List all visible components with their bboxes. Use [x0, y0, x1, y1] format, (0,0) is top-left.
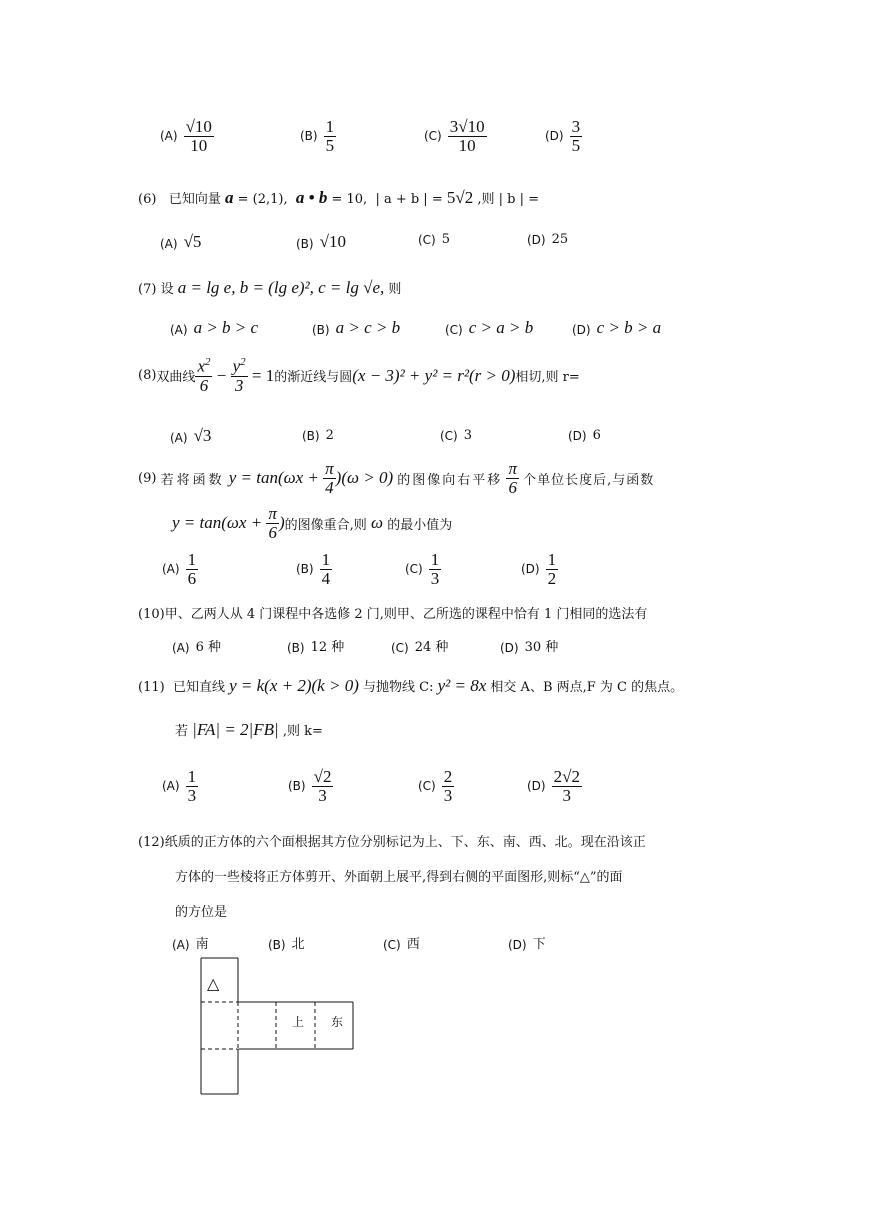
q11-option-c[interactable]: (C) $\frac{2}{3}$	[418, 767, 453, 805]
q9-option-d[interactable]: (D) $\frac{1}{2}$	[521, 550, 557, 588]
cube-net-figure	[195, 953, 360, 1099]
question-number: (8)	[138, 368, 157, 384]
q8-option-c[interactable]: (C) 3	[440, 428, 473, 443]
question-number: (6)	[138, 192, 157, 207]
question-11-stem-line2: 若 |FA| = 2|FB| ,则 k=	[175, 720, 323, 739]
q8-option-d[interactable]: (D) 6	[568, 428, 601, 443]
q11-option-b[interactable]: (B) $\frac{√2}{3}$	[288, 767, 332, 805]
pi-over-6: $\frac{\pi}{6}$	[508, 459, 517, 497]
hyperbola-y-term: $\frac{y^2}{3}$	[232, 356, 246, 395]
q5-option-a[interactable]	[160, 118, 214, 155]
q12-option-c[interactable]: (C) 西	[383, 937, 420, 952]
q7-option-c[interactable]: (C) c > a > b	[445, 318, 534, 337]
question-number: (12)	[138, 835, 165, 850]
top-face-label: 上	[292, 1015, 305, 1029]
fraction: $\frac{3√10}{10}$	[449, 117, 485, 155]
question-7-stem: (7) 设 a = lg e, b = (lg e)², c = lg √e, 则	[138, 278, 402, 297]
hyperbola-x-term: $\frac{x^2}{6}$	[197, 356, 211, 395]
fraction: $\frac{3}{5}$	[571, 117, 581, 155]
question-9-stem-line1: (9) 若将函数 y = tan(ωx + $\frac{\pi}{4}$ )(ω > 0) 的图像向右平移 $\frac{\pi}{6}$ 个单位长度后,与函数	[138, 459, 655, 497]
question-9-stem-line2: y = tan(ωx + $\frac{\pi}{6}$ ) 的图像重合,则 ω 的最小值为	[172, 504, 453, 542]
option-label: (A)	[160, 129, 178, 144]
q10-option-a[interactable]: (A) 6 种	[172, 640, 221, 655]
q5-option-d[interactable]	[545, 118, 582, 155]
q6-option-c[interactable]: (C) 5	[418, 232, 451, 247]
q9-option-a[interactable]: (A) $\frac{1}{6}$	[162, 550, 197, 588]
q12-option-a[interactable]: (A) 南	[172, 937, 209, 952]
pi-over-6: $\frac{\pi}{6}$	[268, 504, 277, 542]
q7-option-b[interactable]: (B) a > c > b	[312, 318, 401, 337]
question-12-stem-line2: 方体的一些棱将正方体剪开、外面朝上展平,得到右侧的平面图形,则标“△”的面	[175, 870, 623, 885]
pi-over-4: $\frac{\pi}{4}$	[325, 459, 334, 497]
question-12-stem-line3: 的方位是	[175, 905, 228, 920]
question-12-stem-line1: (12)纸质的正方体的六个面根据其方位分别标记为上、下、东、南、西、北。现在沿该正	[138, 835, 646, 850]
option-label: (D)	[545, 129, 564, 144]
q10-option-c[interactable]: (C) 24 种	[391, 640, 449, 655]
triangle-face-label: △	[207, 974, 220, 993]
east-face-label: 东	[331, 1015, 344, 1029]
question-10-stem: (10)甲、乙两人从 4 门课程中各选修 2 门,则甲、乙所选的课程中恰有 1 门相同的选法有	[138, 607, 648, 622]
q10-option-b[interactable]: (B) 12 种	[287, 640, 345, 655]
fraction: $\frac{1}{5}$	[325, 117, 335, 155]
q11-option-d[interactable]: (D) $\frac{2√2}{3}$	[527, 767, 580, 805]
option-label: (B)	[300, 129, 318, 144]
question-11-stem-line1: (11) 已知直线 y = k(x + 2)(k > 0) 与抛物线 C: y² = 8x 相交 A、B 两点,F 为 C 的焦点。	[138, 676, 684, 695]
q12-option-b[interactable]: (B) 北	[268, 937, 305, 952]
q8-option-a[interactable]: (A) √3	[170, 426, 212, 445]
question-number: (11)	[138, 680, 165, 695]
q7-option-a[interactable]: (A) a > b > c	[170, 318, 259, 337]
q10-option-d[interactable]: (D) 30 种	[500, 640, 559, 655]
option-label: (C)	[424, 129, 442, 144]
question-number: (10)	[138, 607, 165, 622]
question-6-stem: (6) 已知向量 a = (2,1), a • b = 10, | a + b | = 5√2 ,则 | b | =	[138, 188, 539, 207]
q5-option-c[interactable]	[424, 118, 487, 155]
q9-option-b[interactable]: (B) $\frac{1}{4}$	[296, 550, 331, 588]
question-8-stem: (8) 双曲线 $\frac{x^2}{6}$ − $\frac{y^2}{3}$ = 1 的渐近线与圆 (x − 3)² + y² = r²(r > 0) 相切,则 r=	[138, 356, 580, 395]
q7-option-d[interactable]: (D) c > b > a	[572, 318, 662, 337]
q12-option-d[interactable]: (D) 下	[508, 937, 546, 952]
q11-option-a[interactable]: (A) $\frac{1}{3}$	[162, 767, 197, 805]
fraction: $\frac{√10}{10}$	[185, 117, 212, 155]
q5-option-b[interactable]	[300, 118, 336, 155]
q6-option-d[interactable]: (D) 25	[527, 232, 569, 247]
q9-option-c[interactable]: (C) $\frac{1}{3}$	[405, 550, 440, 588]
q8-option-b[interactable]: (B) 2	[302, 428, 334, 443]
q6-option-a[interactable]: (A) √5	[160, 232, 202, 251]
q6-option-b[interactable]: (B) √10	[296, 232, 346, 251]
question-number: (7)	[138, 282, 157, 297]
question-number: (9)	[138, 470, 157, 486]
